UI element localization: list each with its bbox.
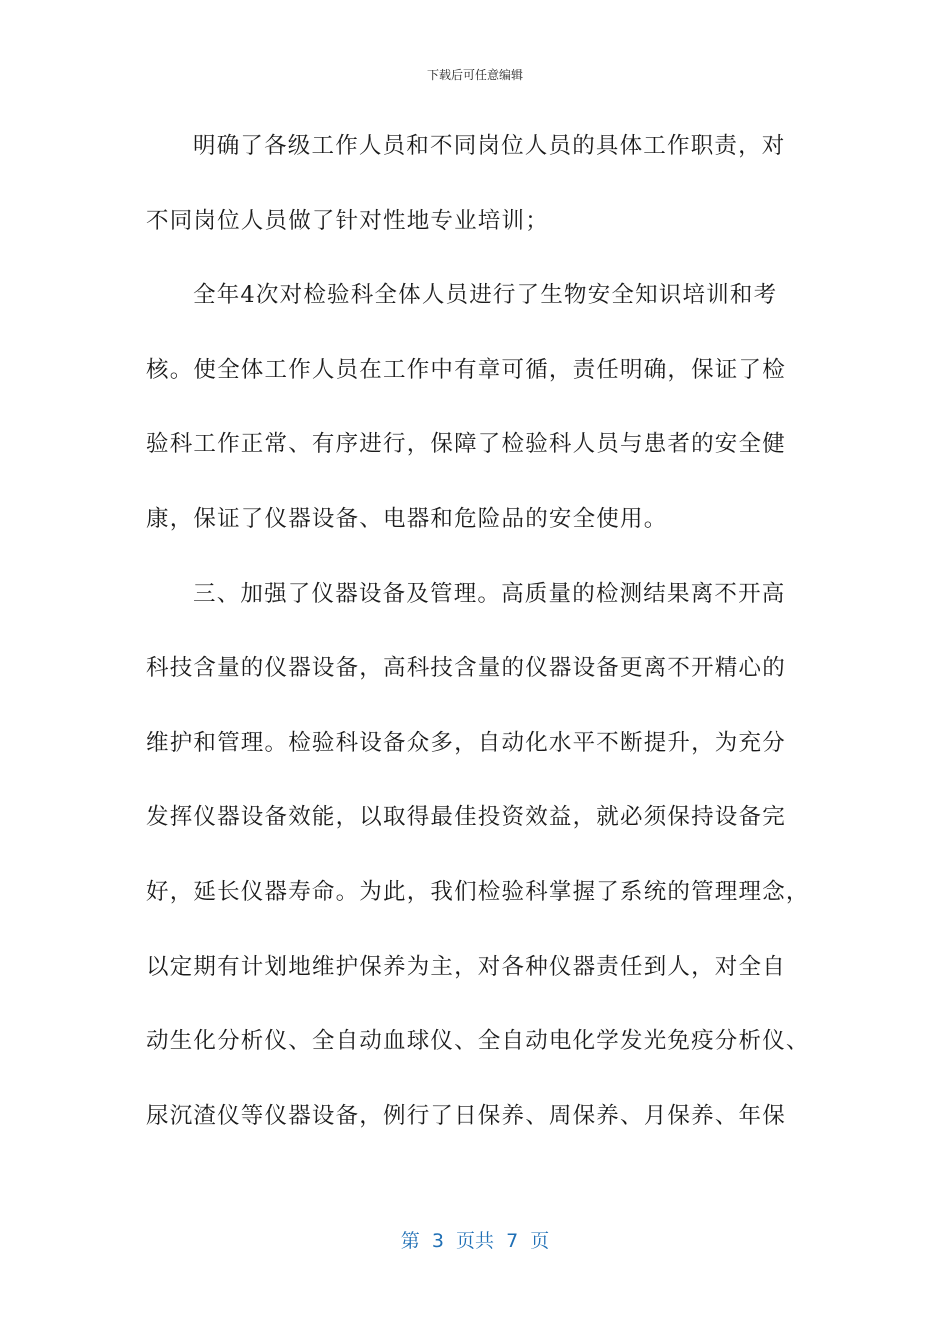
- text-line: 发挥仪器设备效能，以取得最佳投资效益，就必须保持设备完: [146, 804, 786, 831]
- text-line: 核。使全体工作人员在工作中有章可循，责任明确，保证了检: [146, 356, 786, 383]
- text-line: 科技含量的仪器设备，高科技含量的仪器设备更离不开精心的: [146, 655, 786, 682]
- document-body: [146, 118, 808, 1162]
- text-line: 全年4次对检验科全体人员进行了生物安全知识培训和考: [193, 282, 778, 309]
- text-line: 明确了各级工作人员和不同岗位人员的具体工作职责，对: [193, 133, 786, 159]
- text-line: 验科工作正常、有序进行，保障了检验科人员与患者的安全健: [146, 431, 786, 458]
- text-line: 康，保证了仪器设备、电器和危险品的安全使用。: [146, 505, 668, 532]
- page-number-footer: 第 3 页共 7 页: [400, 1230, 550, 1252]
- header-note: 下载后可任意编辑: [426, 68, 523, 82]
- text-line: 三、加强了仪器设备及管理。高质量的检测结果离不开高: [193, 580, 786, 607]
- text-line: 不同岗位人员做了针对性地专业培训；: [146, 207, 549, 234]
- text-line: 尿沉渣仪等仪器设备，例行了日保养、周保养、月保养、年保: [146, 1102, 786, 1129]
- text-line: 好，延长仪器寿命。为此，我们检验科掌握了系统的管理理念，: [146, 878, 810, 905]
- text-line: 动生化分析仪、全自动血球仪、全自动电化学发光免疫分析仪、: [146, 1028, 810, 1055]
- text-line: 以定期有计划地维护保养为主，对各种仪器责任到人，对全自: [146, 953, 786, 980]
- text-line: 维护和管理。检验科设备众多，自动化水平不断提升，为充分: [146, 729, 786, 756]
